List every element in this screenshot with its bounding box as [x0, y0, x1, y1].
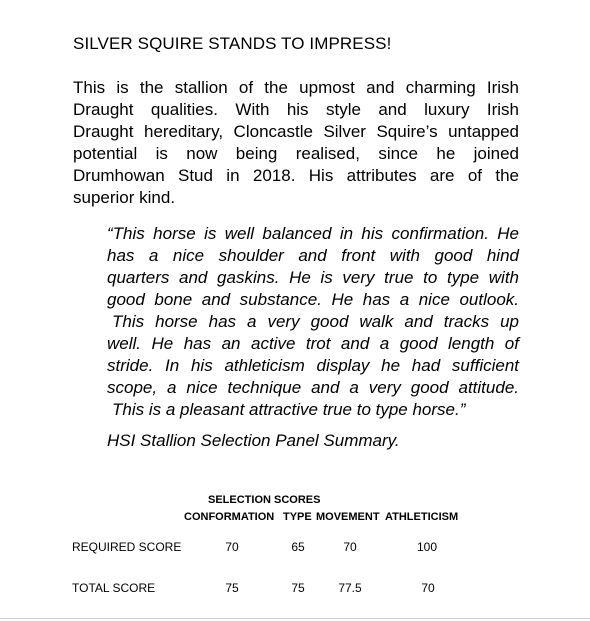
quote-line: well. He has an active trot and a good length of — [107, 334, 519, 353]
total-movement-value: 77.5 — [338, 581, 362, 595]
quote-line: This is a pleasant attractive true to type horse.” — [112, 400, 466, 419]
total-conformation-value: 75 — [225, 581, 239, 595]
required-athleticism-value: 100 — [416, 540, 438, 554]
intro-line: Drumhowan Stud in 2018. His attributes are of the — [73, 166, 519, 185]
total-type-value: 75 — [291, 581, 305, 595]
intro-line: Draught qualities. With his style and luxury Irish — [73, 100, 519, 119]
scores-table-title: SELECTION SCORES — [208, 494, 321, 506]
total-athleticism-value: 70 — [421, 581, 435, 595]
quote-line: scope, a nice technique and a very good attitude. — [107, 378, 519, 397]
column-header-athleticism: ATHLETICISM — [385, 511, 459, 523]
row-label-total-score: TOTAL SCORE — [72, 581, 156, 595]
intro-line: Draught hereditary, Cloncastle Silver Squire’s untapped — [73, 122, 519, 141]
quote-line: has a nice shoulder and front with good hind — [107, 246, 519, 265]
quote-line: “This horse is well balanced in his confirmation. He — [107, 224, 519, 243]
intro-line: potential is now being realised, since he joined — [73, 144, 519, 163]
quote-line: quarters and gaskins. He is very true to type with — [107, 268, 519, 287]
column-header-movement: MOVEMENT — [316, 511, 380, 523]
intro-line: superior kind. — [73, 188, 176, 207]
page-bottom-divider — [0, 618, 590, 619]
page-heading: SILVER SQUIRE STANDS TO IMPRESS! — [73, 34, 392, 53]
panel-quote — [107, 223, 519, 421]
intro-paragraph — [73, 77, 519, 209]
required-type-value: 65 — [291, 540, 305, 554]
quote-attribution: HSI Stallion Selection Panel Summary. — [107, 431, 400, 450]
quote-line: This horse has a very good walk and tracks up — [112, 312, 519, 331]
quote-line: stride. In his athleticism display he had sufficient — [107, 356, 519, 375]
row-label-required-score: REQUIRED SCORE — [72, 540, 182, 554]
column-header-type: TYPE — [283, 511, 312, 523]
quote-line: good bone and substance. He has a nice outlook. — [107, 290, 519, 309]
column-header-conformation: CONFORMATION — [184, 511, 275, 523]
intro-line: This is the stallion of the upmost and charming Irish — [73, 78, 519, 97]
required-conformation-value: 70 — [225, 540, 239, 554]
required-movement-value: 70 — [343, 540, 357, 554]
